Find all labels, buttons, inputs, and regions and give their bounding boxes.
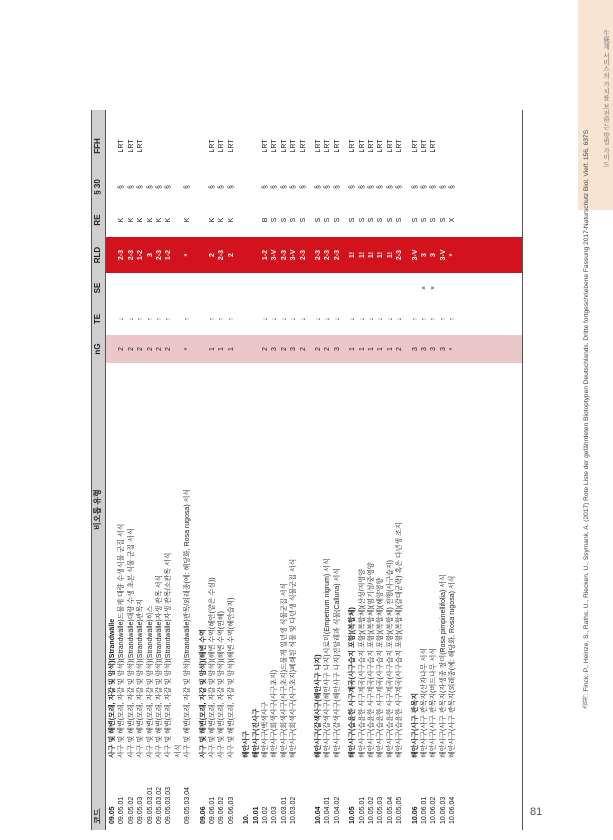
cell-ffh: LRT	[262, 139, 269, 153]
cell-s30: §	[184, 185, 192, 189]
cell-type: 사구 및 해변(모래, 자갈 및 암석)(Strandwälle)관목지	[137, 599, 145, 758]
cell-code: 09.06	[199, 806, 207, 824]
cell-type: 해안사구(습윤한 사구계곡(사구습지 포함)(복합체) 진행(사구습지)	[386, 560, 394, 758]
cell-re: S	[280, 217, 288, 223]
cell-rld: 1-2	[165, 249, 173, 261]
cell-rld: 2-3	[127, 249, 135, 261]
cell-te: ↓	[299, 317, 307, 321]
cell-s30: §	[368, 185, 375, 189]
cell-s30: §	[156, 185, 163, 189]
cell-te: ↓	[349, 317, 357, 321]
cell-rld: 3	[146, 253, 154, 257]
cell-se: ×	[430, 285, 438, 291]
cell-te: ↑	[449, 317, 457, 321]
cell-code: 10.03.01	[280, 796, 288, 824]
cell-s30: §	[218, 185, 226, 189]
cell-rld: 1!	[386, 251, 394, 259]
cell-type: 사구 및 해변(모래, 자갈 및 암석)(Strandwälle	[109, 618, 116, 758]
cell-s30: §	[146, 185, 154, 189]
header-s30: § 30	[93, 179, 102, 195]
cell-type: 해안사구(회색사구(사구초지)드물게 일년생 식물군집 서식	[280, 582, 288, 758]
cell-rld: 2-3	[118, 249, 126, 261]
cell-s30: §	[386, 185, 394, 189]
cell-rld: 2-3	[280, 249, 288, 261]
cell-type: 사구 및 해변(모래, 자갈 및 암석)(해변 수역(해안습지)	[227, 597, 235, 758]
header-rld: RLD	[93, 246, 102, 264]
cell-ffh: LRT	[358, 139, 366, 153]
cell-code: 09.05.03	[137, 796, 145, 824]
cell-te: ↑	[146, 317, 154, 321]
cell-rld: 2-3	[156, 249, 163, 261]
cell-type: 사구 및 해변(모래, 자갈 및 암석)(Strandwälle)히스	[146, 605, 154, 758]
cell-rld: 3-V	[439, 249, 447, 261]
cell-te: ↓	[368, 317, 375, 321]
cell-code: 10.02	[262, 806, 269, 824]
cell-s30: §	[271, 185, 279, 189]
cell-code: 10.03.02	[290, 796, 298, 824]
cell-code: 10.04.02	[333, 796, 341, 824]
cell-s30: §	[280, 185, 288, 189]
cell-te: ↓	[290, 317, 298, 321]
cell-s30: §	[315, 185, 322, 189]
cell-ng: 2	[299, 347, 307, 351]
cell-re: K	[156, 217, 163, 223]
cell-re: S	[315, 217, 322, 223]
cell-ng: 1	[349, 347, 357, 351]
cell-ng: 2	[396, 347, 404, 351]
cell-ng: 1	[209, 347, 216, 351]
cell-rld: 2-3	[333, 249, 341, 261]
cell-re: X	[449, 217, 457, 223]
cell-rld: 2-3	[324, 249, 332, 261]
cell-code: 09.05.02	[127, 796, 135, 824]
cell-ffh: LRT	[349, 139, 357, 153]
cell-ng: 3	[271, 347, 279, 351]
header-re: RE	[93, 214, 102, 226]
cell-rld: 1-2	[262, 249, 269, 261]
cell-s30: §	[421, 185, 428, 189]
cell-ng: 2	[127, 347, 135, 351]
cell-code: 09.05.01	[118, 796, 126, 824]
cell-ffh: LRT	[411, 139, 419, 153]
cell-s30: §	[358, 185, 366, 189]
cell-type: 해안사구(사구 관목지(버드나무 서식	[430, 648, 438, 758]
cell-type: 해안사구(회색사구(사구초지)	[271, 669, 279, 758]
cell-type: 사구 및 해변(모래, 자갈 및 암석)(Strandwälle)자생 관목/소관목 서식	[165, 552, 173, 758]
cell-te: ↑	[430, 317, 438, 321]
table-bottom-rule	[522, 110, 523, 830]
cell-s30: §	[449, 185, 457, 189]
cell-te: ↓	[262, 317, 269, 321]
cell-code: 10.06.01	[421, 796, 428, 824]
page-number: 81	[530, 806, 543, 818]
cell-s30: §	[430, 185, 438, 189]
cell-type: 해안사구(사구 관목지(외래종(예: 해당화, Rosa rugosa) 서식	[449, 575, 457, 758]
cell-rld: 2-3	[299, 249, 307, 261]
cell-re: K	[227, 217, 235, 223]
cell-ng: 1	[218, 347, 226, 351]
cell-rld: 2-3	[218, 249, 226, 261]
cell-te: ↑	[165, 317, 173, 321]
cell-re: S	[386, 217, 394, 223]
cell-te: ↑	[439, 317, 447, 321]
cell-rld: 1!	[358, 251, 366, 259]
source-text: 출처: Finck, P., Heinze, S., Raths, U., Riecken, U., Ssymank, A. (2017) Rote Liste der gefährdeten Biotoptypen Deutschlands. Dritte fortgeschriebene Fassung 2017-Naturschutz Biol. Vielf. 156, 637S	[583, 130, 590, 709]
cell-te: ↑	[209, 317, 216, 321]
cell-s30: §	[127, 185, 135, 189]
cell-re: S	[324, 217, 332, 223]
cell-type: 해안사구(습윤한 사구계곡(사구습지 포함)(복합체)(해양영향	[377, 577, 385, 758]
cell-s30: §	[439, 185, 447, 189]
cell-re: S	[430, 217, 438, 223]
cell-re: S	[299, 217, 307, 223]
cell-re: K	[209, 217, 216, 223]
cell-ng: 3	[411, 347, 419, 351]
cell-code: 10.05.02	[368, 796, 375, 824]
cell-ffh: LRT	[127, 139, 135, 153]
header-ffh: FFH	[93, 138, 102, 154]
cell-ng: 3	[421, 347, 428, 351]
cell-ng: 1	[368, 347, 375, 351]
cell-te: ↓	[127, 317, 135, 321]
cell-s30: §	[137, 185, 145, 189]
cell-ffh: LRT	[421, 139, 428, 153]
cell-se: ×	[421, 285, 428, 291]
cell-ng: 2	[262, 347, 269, 351]
cell-type: 해안사구(갈색사구(해안사구 나지)진달래과 식물(Calluna) 서식	[333, 568, 341, 758]
cell-ng: 2	[146, 347, 154, 351]
cell-code: 09.05	[109, 806, 116, 824]
cell-rld: 3-V	[290, 249, 298, 261]
cell-code: 09.05.03.04	[184, 787, 192, 824]
cell-type: 사구 및 해변(모래, 자갈 및 암석)(Strandwälle)드물게 대량 수생식물 군집 서식	[118, 523, 126, 758]
cell-s30: §	[118, 185, 126, 189]
cell-rld: 3	[430, 253, 438, 257]
cell-rld: 1!	[349, 251, 357, 259]
cell-ng: *	[449, 347, 457, 351]
cell-re: K	[218, 217, 226, 223]
cell-rld: 1!	[377, 251, 385, 259]
cell-s30: §	[165, 185, 173, 189]
cell-type: 사구 및 해변(모래, 자갈 및 암석)(Strandwälle)대량 수생 초본 식물 군집 서식	[127, 528, 135, 758]
cell-re: K	[184, 217, 192, 223]
cell-s30: §	[209, 185, 216, 189]
cell-type: 해안사구(갈색사구(해안사구 나지)시로미(Empetrum nigrum) 서식	[324, 558, 332, 758]
cell-code: 10.04.01	[324, 796, 332, 824]
cell-code: 10.	[243, 814, 251, 824]
cell-te: ↓	[271, 317, 279, 321]
table-header-rule	[105, 110, 106, 830]
biotope-table	[91, 110, 523, 830]
cell-ng: 1	[227, 347, 235, 351]
header-code: 코드	[93, 808, 102, 824]
cell-re: K	[127, 217, 135, 223]
cell-re: B	[262, 217, 269, 223]
cell-type: 해안사구(사구 관목지(자생종 장미(Rosa pimpinellifolia) 서식	[439, 574, 447, 758]
cell-type: 해안사구(백색사구	[262, 701, 269, 758]
cell-type: 서식	[174, 744, 182, 758]
cell-code: 10.06.04	[449, 796, 457, 824]
cell-ffh: LRT	[118, 139, 126, 153]
cell-re: S	[290, 217, 298, 223]
cell-ng: *	[184, 347, 192, 351]
cell-code: 10.05.01	[358, 796, 366, 824]
cell-ng: 3	[430, 347, 438, 351]
cell-type: 해안사구(습윤한 사구계곡(사구습지 포함)(복합체)(염기성/중영양	[368, 562, 375, 758]
cell-te: ↓	[324, 317, 332, 321]
cell-type: 사구 및 해변(모래, 자갈 및 암석)(해변 수역	[199, 629, 207, 758]
cell-code: 09.05.03.02	[156, 787, 163, 824]
cell-ffh: LRT	[430, 139, 438, 153]
header-type: 비오톱 유형	[93, 489, 102, 530]
cell-rld: 3-V	[271, 249, 279, 261]
cell-rld: *	[449, 253, 457, 257]
cell-code: 10.05.05	[396, 796, 404, 824]
cell-type: 해안사구(습윤한 사구계곡(사구습지 포함)(복합체)	[349, 607, 357, 758]
cell-type: 사구 및 해변(모래, 자갈 및 암석)(Strandwälle)관목/외래종(예: 해당화, Rosa rugosa) 서식	[184, 488, 192, 758]
cell-te: ↑	[156, 317, 163, 321]
cell-ng: 1	[386, 347, 394, 351]
cell-ng: 3	[290, 347, 298, 351]
cell-s30: §	[290, 185, 298, 189]
cell-ng: 2	[165, 347, 173, 351]
cell-re: S	[358, 217, 366, 223]
cell-ng: 3	[439, 347, 447, 351]
cell-ffh: LRT	[280, 139, 288, 153]
cell-s30: §	[396, 185, 404, 189]
cell-rld: 3	[421, 253, 428, 257]
cell-re: S	[368, 217, 375, 223]
cell-re: S	[349, 217, 357, 223]
header-ng: nG	[93, 343, 102, 355]
cell-s30: §	[333, 185, 341, 189]
cell-rld: 1-2	[137, 249, 145, 261]
cell-ng: 2	[315, 347, 322, 351]
cell-re: S	[439, 217, 447, 223]
cell-rld: 2-3	[315, 249, 322, 261]
cell-ffh: LRT	[290, 139, 298, 153]
cell-te: ↑	[227, 317, 235, 321]
cell-code: 10.05.04	[386, 796, 394, 824]
cell-ffh: LRT	[386, 139, 394, 153]
header-se: SE	[93, 282, 102, 294]
cell-te: ↓	[280, 317, 288, 321]
cell-type: 사구 및 해변(모래, 자갈 및 암석)(해변 수역(해안(얕은 수심))	[209, 577, 216, 758]
cell-te: ↓	[396, 317, 404, 321]
cell-ng: 1	[377, 347, 385, 351]
cell-te: ↓	[118, 317, 126, 321]
cell-ffh: LRT	[377, 139, 385, 153]
cell-te: ↑	[411, 317, 419, 321]
cell-type: 해안사구(습윤한 사구계곡(사구습지 포함)(복합체)(갈대군락) 혹은 다년생 조지	[396, 522, 404, 758]
cell-code: 10.03	[271, 806, 279, 824]
cell-rld: 2	[227, 253, 235, 257]
side-tab-label: 生態계 서비스의 가치를 보전하는 방법 가이드	[602, 30, 609, 168]
cell-ng: 3	[333, 347, 341, 351]
cell-ffh: LRT	[218, 139, 226, 153]
cell-ffh: LRT	[396, 139, 404, 153]
cell-re: K	[165, 217, 173, 223]
cell-type: 해안사구(회색사구(사구초지)폐쇄된 식물 및 다년생 식물군집 서식	[290, 558, 298, 758]
cell-te: ↓	[358, 317, 366, 321]
cell-re: K	[146, 217, 154, 223]
header-te: TE	[93, 313, 102, 325]
source-note	[582, 130, 594, 820]
cell-s30: §	[411, 185, 419, 189]
cell-type: 해안사구(사구 관목지(산자나무 서식	[421, 648, 428, 758]
cell-code: 09.06.02	[218, 796, 226, 824]
cell-ffh: LRT	[315, 139, 322, 153]
cell-ng: 2	[324, 347, 332, 351]
cell-ffh: LRT	[299, 139, 307, 153]
cell-rld: 3-V	[411, 249, 419, 261]
cell-ng: 2	[280, 347, 288, 351]
cell-re: K	[137, 217, 145, 223]
cell-type: 사구 및 해변(모래, 자갈 및 암석)(Strandwälle)자생 관목 서식	[156, 574, 163, 758]
cell-code: 10.06	[411, 806, 419, 824]
cell-ffh: LRT	[271, 139, 279, 153]
cell-ffh: LRT	[227, 139, 235, 153]
cell-s30: §	[262, 185, 269, 189]
cell-ng: 2	[118, 347, 126, 351]
cell-rld: *	[184, 253, 192, 257]
cell-s30: §	[349, 185, 357, 189]
cell-re: S	[411, 217, 419, 223]
cell-te: ↓	[333, 317, 341, 321]
cell-type: 해안사구(진사구	[252, 708, 260, 758]
cell-s30: §	[227, 185, 235, 189]
cell-re: S	[333, 217, 341, 223]
cell-code: 10.05	[349, 806, 357, 824]
cell-ng: 2	[137, 347, 145, 351]
cell-te: ↑	[184, 317, 192, 321]
cell-type: 해안사구	[243, 730, 251, 758]
cell-code: 10.06.02	[430, 796, 438, 824]
cell-re: S	[377, 217, 385, 223]
cell-code: 09.06.03	[227, 796, 235, 824]
cell-type: 해안사구(습윤한 사구계곡(사구습지 포함)(복합체)(산성/저영양	[358, 569, 366, 758]
cell-s30: §	[377, 185, 385, 189]
cell-te: ↑	[421, 317, 428, 321]
cell-rld: 2	[209, 253, 216, 257]
cell-re: S	[396, 217, 404, 223]
cell-re: S	[271, 217, 279, 223]
cell-te: ↓	[315, 317, 322, 321]
cell-ffh: LRT	[368, 139, 375, 153]
cell-s30: §	[324, 185, 332, 189]
cell-te: ↑	[218, 317, 226, 321]
cell-ng: 1	[358, 347, 366, 351]
cell-ffh: LRT	[209, 139, 216, 153]
cell-code: 09.05.03.03	[165, 787, 173, 824]
cell-type: 해안사구(사구 관목지	[411, 692, 419, 758]
cell-re: K	[118, 217, 126, 223]
cell-type: 사구 및 해변(모래, 자갈 및 암석)(해변 수역(연해)	[218, 611, 226, 758]
cell-code: 09.06.01	[209, 796, 216, 824]
cell-code: 10.04	[315, 806, 322, 824]
cell-ffh: LRT	[333, 139, 341, 153]
cell-code: 10.01	[252, 806, 260, 824]
cell-type: 해안사구(갈색사구(해안사구 나지)	[315, 654, 322, 758]
cell-ffh: LRT	[137, 139, 145, 153]
cell-te: ↓	[377, 317, 385, 321]
cell-ffh: LRT	[324, 139, 332, 153]
cell-s30: §	[299, 185, 307, 189]
cell-rld: 2-3	[396, 249, 404, 261]
cell-code: 10.06.03	[439, 796, 447, 824]
cell-code: 09.05.03.01	[146, 787, 154, 824]
cell-te: ↑	[137, 317, 145, 321]
cell-re: S	[421, 217, 428, 223]
cell-ng: 2	[156, 347, 163, 351]
cell-te: ↓	[386, 317, 394, 321]
cell-rld: 1!	[368, 251, 375, 259]
cell-code: 10.05.03	[377, 796, 385, 824]
